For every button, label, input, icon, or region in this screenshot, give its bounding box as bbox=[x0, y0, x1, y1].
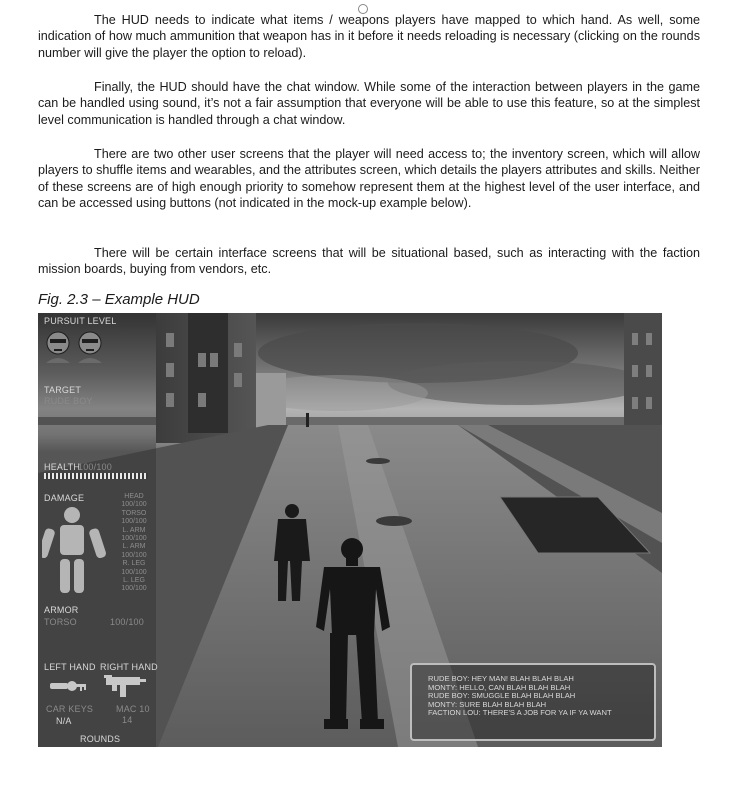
damage-value-item: 100/100 bbox=[121, 585, 147, 593]
armor-part: TORSO bbox=[44, 617, 77, 627]
car-keys-icon[interactable] bbox=[48, 675, 88, 697]
target-value: RUDE BOY bbox=[44, 396, 93, 406]
chat-message: MONTY: SURE BLAH BLAH BLAH bbox=[428, 699, 547, 709]
health-label: HEALTH bbox=[44, 462, 81, 472]
hud-screenshot bbox=[38, 313, 662, 747]
rounds-count-button[interactable]: 14 bbox=[122, 715, 133, 725]
chat-window[interactable] bbox=[410, 663, 656, 741]
armor-label: ARMOR bbox=[44, 605, 79, 615]
paragraph-chat-window: Finally, the HUD should have the chat window. While some of the interaction between players in the game can be handled using sound, it’s not a fair assumption that everyone will be able to use this feature, so at the simplest level communication is handled through a chat window. bbox=[38, 80, 700, 127]
damage-value-item: L. ARM bbox=[122, 526, 146, 534]
damage-value-item: 100/100 bbox=[121, 551, 147, 559]
damage-value-item: TORSO bbox=[121, 509, 147, 517]
chat-message: RUDE BOY: SMUGGLE BLAH BLAH BLAH bbox=[428, 691, 576, 701]
damage-value-item: R. LEG bbox=[122, 560, 146, 568]
rounds-label: ROUNDS bbox=[80, 734, 121, 744]
health-bar bbox=[44, 473, 148, 479]
damage-value-item: 100/100 bbox=[121, 518, 147, 526]
chat-message: RUDE BOY: HEY MAN! BLAH BLAH BLAH bbox=[428, 674, 574, 683]
damage-values-list bbox=[112, 493, 156, 594]
damage-value-item: 100/100 bbox=[121, 501, 147, 509]
damage-label: DAMAGE bbox=[44, 493, 85, 503]
chat-message-list bbox=[428, 675, 652, 718]
chat-message: MONTY: HELLO, CAN BLAH BLAH BLAH bbox=[428, 682, 571, 692]
damage-value-item: L. LEG bbox=[123, 577, 145, 585]
pursuit-level-face-icon bbox=[44, 329, 114, 365]
paragraph-situational-screens: There will be certain interface screens that will be situational based, such as interacting with the faction mission boards, buying from vendors, etc. bbox=[38, 246, 700, 277]
mac10-weapon-icon[interactable] bbox=[104, 673, 148, 699]
left-hand-label: LEFT HAND bbox=[44, 662, 96, 672]
paragraph-user-screens: There are two other user screens that the player will need access to; the inventory screen, which will allow players to shuffle items and wearables, and the attributes screen, which details the players attributes and skills. Neither of these screens are of high enough priority to somehow represent them at the highest level of the user interface, and can be accessed using buttons (not indicated in the mock-up example below). bbox=[38, 147, 700, 211]
damage-value-item: L. ARM bbox=[122, 543, 146, 551]
chat-message: FACTION LOU: THERE'S A JOB FOR YA IF YA WANT bbox=[428, 708, 612, 718]
health-value: 100/100 bbox=[78, 462, 112, 472]
target-label: TARGET bbox=[44, 385, 82, 395]
damage-value-item: 100/100 bbox=[121, 568, 147, 576]
figure-caption: Fig. 2.3 – Example HUD bbox=[38, 291, 200, 308]
weapon-name: MAC 10 bbox=[116, 704, 150, 714]
armor-value: 100/100 bbox=[110, 617, 144, 627]
paragraph-hud-hands: The HUD needs to indicate what items / weapons players have mapped to which hand. As well, some indication of how much ammunition that weapon has in it before it needs reloading is necessary (clicking on the rounds number will give the player the option to reload). bbox=[38, 13, 700, 60]
body-damage-figure-icon bbox=[42, 505, 112, 597]
damage-value-item: 100/100 bbox=[121, 535, 147, 543]
car-keys-label: CAR KEYS bbox=[46, 704, 94, 714]
right-hand-label: RIGHT HAND bbox=[100, 662, 158, 672]
damage-value-item: HEAD bbox=[124, 493, 144, 500]
car-keys-value: N/A bbox=[56, 716, 72, 726]
pursuit-level-label: PURSUIT LEVEL bbox=[44, 316, 117, 326]
